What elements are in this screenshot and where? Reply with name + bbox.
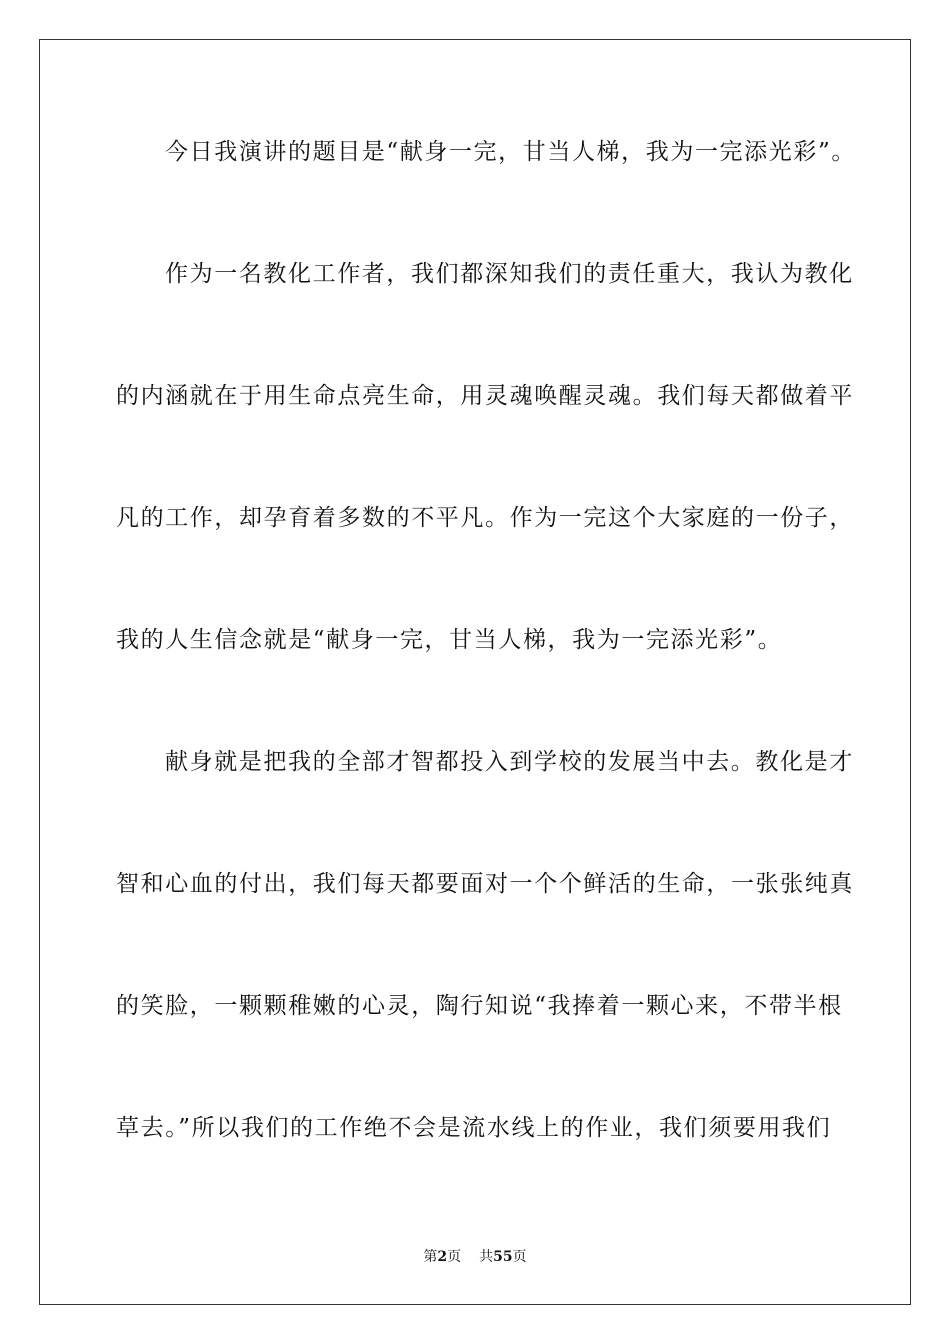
paragraph-3-line-1: 献身就是把我的全部才智都投入到学校的发展当中去。教化是才: [165, 749, 854, 775]
paragraph-1-line-1: 今日我演讲的题目是“献身一完，甘当人梯，我为一完添光彩”。: [165, 139, 856, 165]
paragraph-2-line-2: 的内涵就在于用生命点亮生命，用灵魂唤醒灵魂。我们每天都做着平: [116, 383, 854, 409]
paragraph-2-line-3: 凡的工作，却孕育着多数的不平凡。作为一完这个大家庭的一份子，: [116, 505, 854, 531]
paragraph-3-line-2: 智和心血的付出，我们每天都要面对一个个鲜活的生命，一张张纯真: [116, 871, 854, 897]
total-prefix: 共: [479, 1249, 494, 1265]
page-number: 2: [437, 1249, 448, 1265]
total-pages: 55: [493, 1249, 513, 1265]
paragraph-2-line-4: 我的人生信念就是“献身一完，甘当人梯，我为一完添光彩”。: [116, 627, 783, 653]
paragraph-3-line-3: 的笑脸，一颗颗稚嫩的心灵，陶行知说“我捧着一颗心来，不带半根: [116, 993, 843, 1019]
page-suffix: 页: [447, 1249, 462, 1265]
page-footer: [0, 1246, 950, 1266]
paragraph-2-line-1: 作为一名教化工作者，我们都深知我们的责任重大，我认为教化: [165, 261, 854, 287]
total-suffix: 页: [512, 1249, 527, 1265]
paragraph-3-line-4: 草去。”所以我们的工作绝不会是流水线上的作业，我们须要用我们: [116, 1115, 832, 1141]
page-prefix: 第: [423, 1249, 438, 1265]
